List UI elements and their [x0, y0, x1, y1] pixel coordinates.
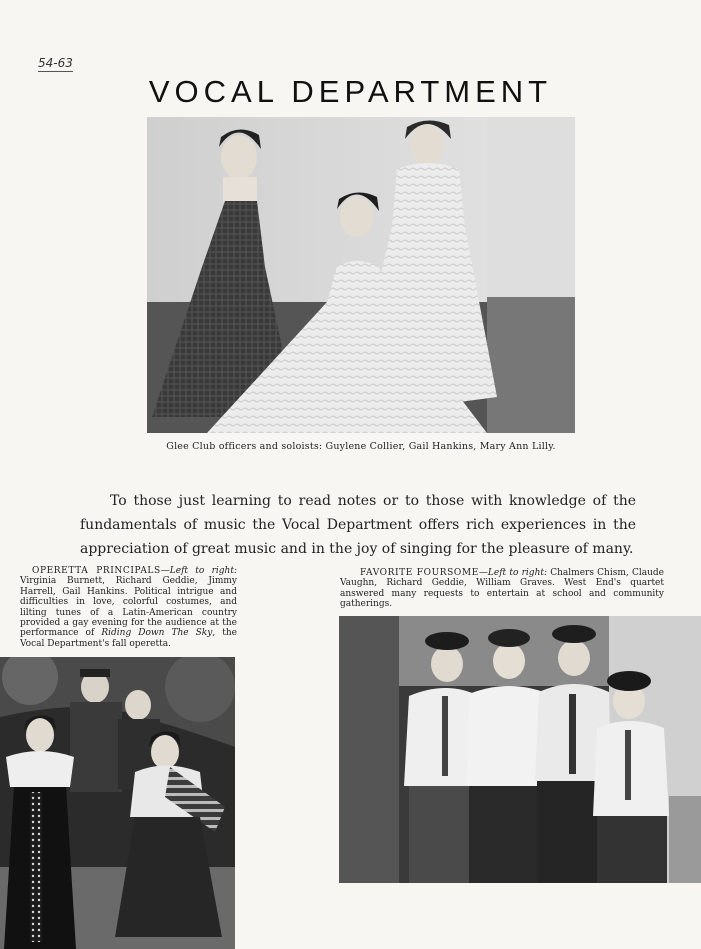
operetta-body-2: , the Vocal Department's fall operetta.	[20, 628, 237, 649]
operetta-show-title: Riding Down The Sky	[101, 628, 213, 639]
page-annotation: 54-63	[38, 56, 73, 70]
foursome-body: Chalmers Chism, Claude Vaughn, Richard Geddie, William Graves. West End's quartet answered many requests to entertain at school and community gatherings.	[340, 568, 664, 610]
foursome-caption	[340, 568, 664, 610]
glee-club-caption: Glee Club officers and soloists: Guylene Collier, Gail Hankins, Mary Ann Lilly.	[166, 441, 556, 452]
page-title: VOCAL DEPARTMENT	[148, 74, 553, 109]
operetta-photo	[0, 657, 235, 949]
operetta-body-1: Virginia Burnett, Richard Geddie, Jimmy Harrell, Gail Hankins. Political intrigue and difficulties in love, colorful costumes, and lilting tunes of a Latin-American country provided a gay evening for the audience at the performance of	[20, 576, 237, 639]
foursome-direction: Left to right:	[487, 568, 548, 578]
glee-club-photo	[147, 117, 575, 433]
operetta-direction: Left to right:	[169, 566, 237, 576]
foursome-heading: FAVORITE FOURSOME	[360, 568, 479, 578]
foursome-photo	[339, 616, 701, 883]
operetta-caption	[20, 566, 237, 649]
operetta-heading: OPERETTA PRINCIPALS	[32, 566, 161, 576]
intro-paragraph: To those just learning to read notes or to those with knowledge of the fundamentals of music the Vocal Department offers rich experiences in the appreciation of great music and in the joy of singing for the pleasure of many.	[80, 493, 636, 557]
foursome-dash: —	[478, 568, 488, 578]
operetta-dash: —	[160, 566, 170, 576]
